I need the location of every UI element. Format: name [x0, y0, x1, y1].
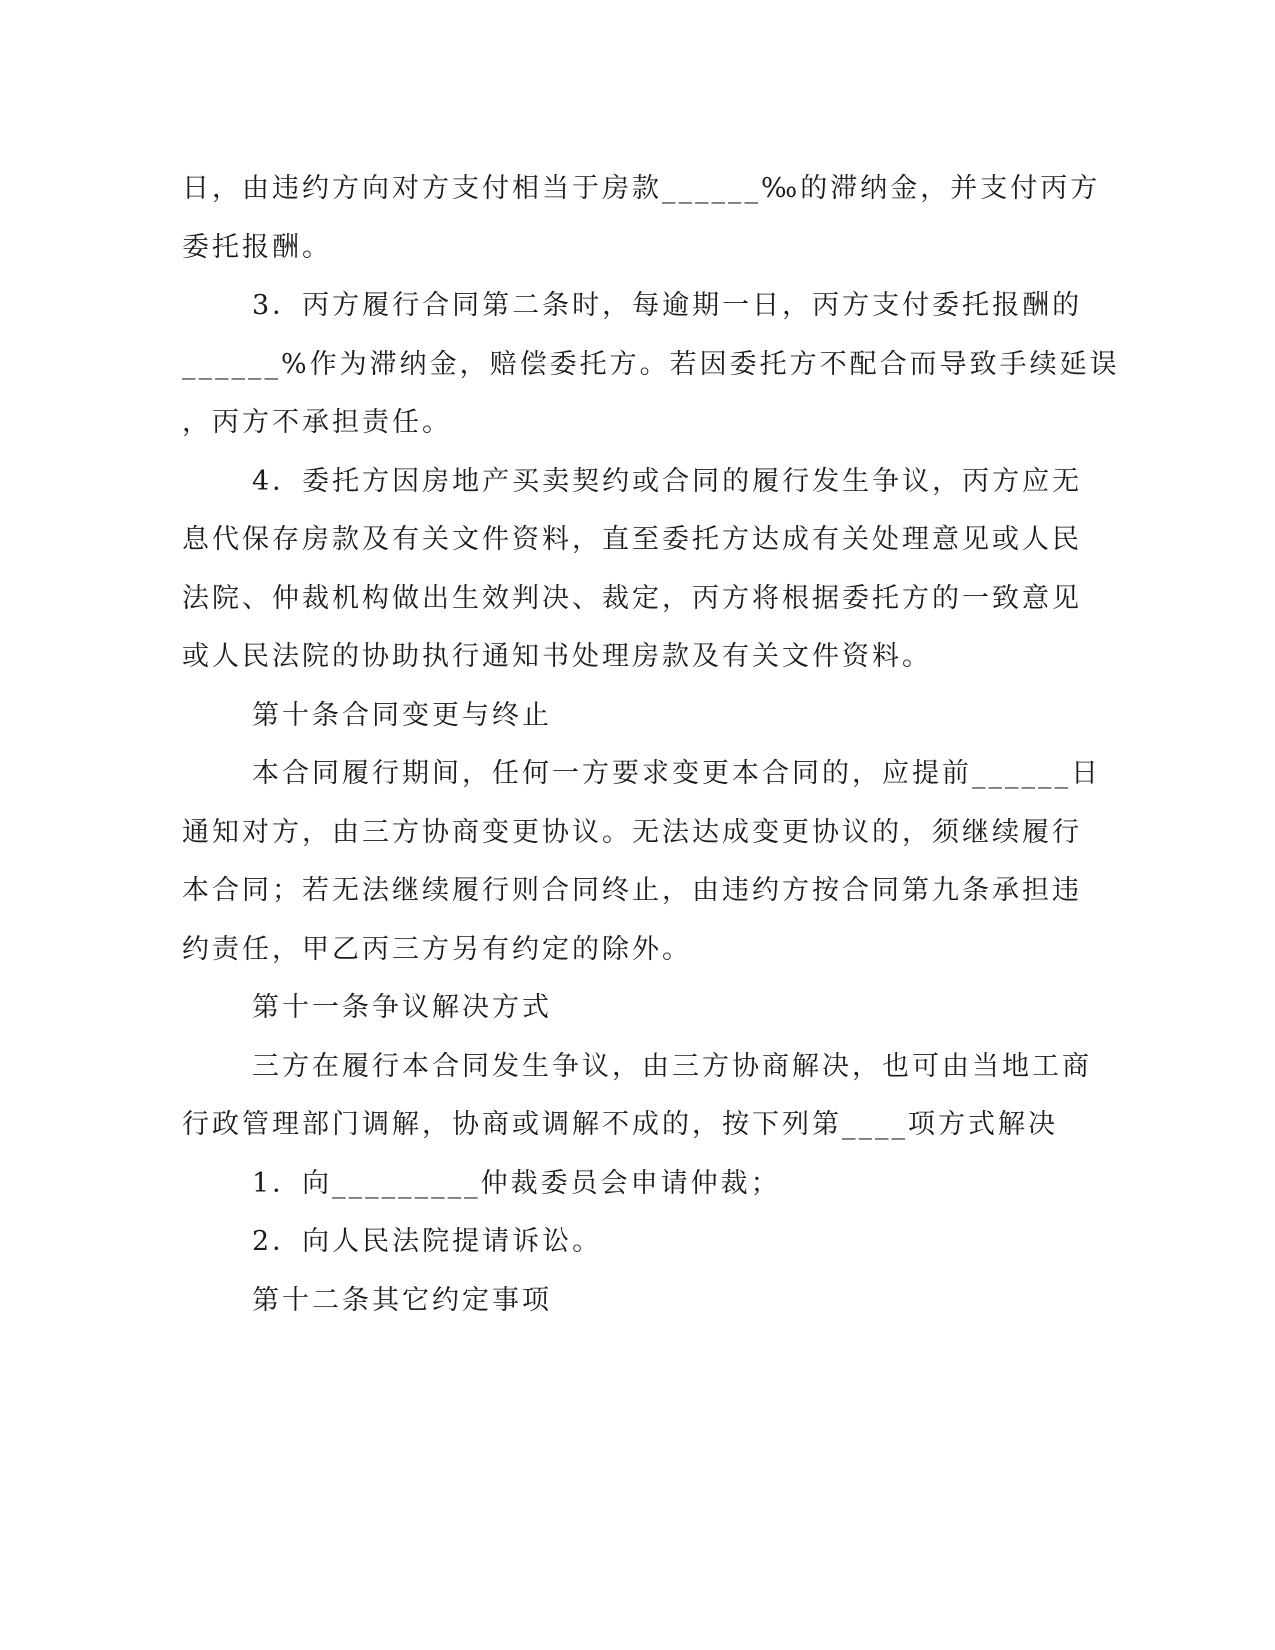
text-line: 本合同；若无法继续履行则合同终止，由违约方按合同第九条承担违 [182, 875, 1082, 906]
clause-item-3: 3．丙方履行合同第二条时，每逾期一日，丙方支付委托报酬的 [252, 290, 1083, 321]
text-line: 行政管理部门调解，协商或调解不成的，按下列第____项方式解决 [182, 1109, 1058, 1140]
section-heading-article-10: 第十条合同变更与终止 [252, 699, 552, 731]
option-item-2: 2．向人民法院提请诉讼。 [252, 1226, 603, 1257]
clause-item-4: 4．委托方因房地产买卖契约或合同的履行发生争议，丙方应无 [252, 465, 1083, 497]
option-item-1: 1．向_________仲裁委员会申请仲裁； [252, 1167, 781, 1199]
text-line: ，丙方不承担责任。 [182, 407, 452, 438]
text-line: 日，由违约方向对方支付相当于房款______‰的滞纳金，并支付丙方 [182, 173, 1101, 204]
text-line: 息代保存房款及有关文件资料，直至委托方达成有关处理意见或人民 [182, 524, 1082, 555]
text-line: 通知对方，由三方协商变更协议。无法达成变更协议的，须继续履行 [182, 816, 1082, 848]
document-body [182, 160, 1120, 1330]
section-heading-article-11: 第十一条争议解决方式 [252, 992, 552, 1023]
paragraph-start: 三方在履行本合同发生争议，由三方协商解决，也可由当地工商 [252, 1050, 1092, 1082]
text-line: 委托报酬。 [182, 231, 332, 263]
text-line: 约责任，甲乙丙三方另有约定的除外。 [182, 933, 692, 965]
paragraph-start: 本合同履行期间，任何一方要求变更本合同的，应提前______日 [252, 758, 1101, 789]
text-line: 法院、仲裁机构做出生效判决、裁定，丙方将根据委托方的一致意见 [182, 582, 1082, 614]
section-heading-article-12: 第十二条其它约定事项 [252, 1284, 552, 1316]
text-line: 或人民法院的协助执行通知书处理房款及有关文件资料。 [182, 641, 932, 672]
text-line: ______%作为滞纳金，赔偿委托方。若因委托方不配合而导致手续延误 [182, 348, 1120, 380]
